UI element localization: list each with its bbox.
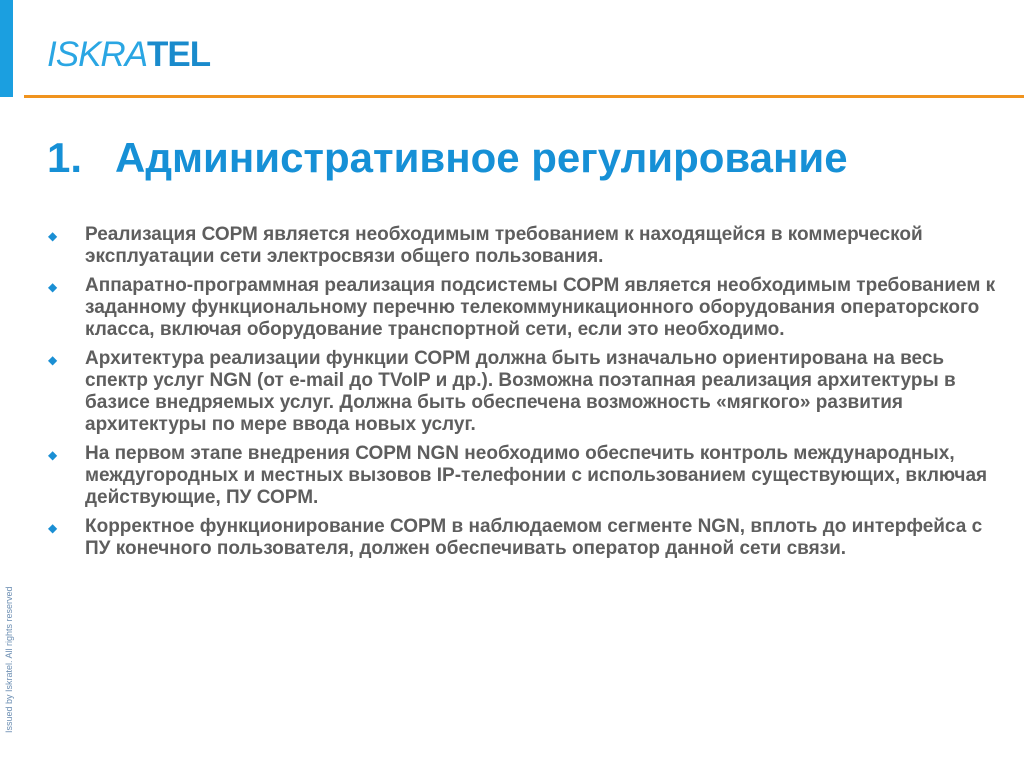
- bullet-text: Архитектура реализации функции СОРМ должна быть изначально ориентирована на весь спектр услуг NGN (от e-mail до TVoIP и др.). Возможна поэтапная реализация архитектуры в базисе внедряемых услуг. Должна быть обеспечена возможность «мягкого» развития архитектуры по мере ввода новых услуг.: [85, 348, 956, 435]
- bullet-item: [48, 516, 998, 560]
- bullet-text: Реализация СОРМ является необходимым требованием к находящейся в коммерческой эксплуатации сети электросвязи общего пользования.: [85, 224, 923, 267]
- diamond-bullet-icon: ◆: [48, 448, 58, 462]
- slide-title-text: Административное регулирование: [115, 134, 848, 181]
- slide-title-number: 1.: [47, 134, 83, 181]
- diamond-bullet-icon: ◆: [48, 353, 58, 367]
- iskratel-logo: [47, 35, 210, 75]
- left-accent-bar: [0, 0, 13, 97]
- diamond-bullet-icon: ◆: [48, 521, 58, 535]
- logo-part-iskra: ISKRA: [47, 35, 148, 74]
- bullet-text: На первом этапе внедрения СОРМ NGN необходимо обеспечить контроль международных, междугородных и местных вызовов IP-телефонии с использованием существующих, включая действующие, ПУ СОРМ.: [85, 443, 988, 508]
- bullet-item: [48, 443, 998, 509]
- header-divider: [24, 95, 1024, 98]
- diamond-bullet-icon: ◆: [48, 280, 58, 294]
- bullet-item: [48, 348, 998, 436]
- diamond-bullet-icon: ◆: [48, 229, 58, 243]
- copyright-footer: Issued by Iskratel. All rights reserved: [4, 586, 14, 733]
- bullet-list: [48, 224, 998, 567]
- slide-title: [47, 133, 848, 183]
- bullet-item: [48, 224, 998, 268]
- logo-part-tel: TEL: [147, 35, 211, 74]
- bullet-item: [48, 275, 998, 341]
- bullet-text: Корректное функционирование СОРМ в наблюдаемом сегменте NGN, вплоть до интерфейса с ПУ конечного пользователя, должен обеспечивать оператор данной сети связи.: [85, 516, 983, 559]
- bullet-text: Аппаратно-программная реализация подсистемы СОРМ является необходимым требованием к заданному функциональному перечню телекоммуникационного оборудования операторского класса, включая оборудование транспортной сети, если это необходимо.: [85, 275, 996, 340]
